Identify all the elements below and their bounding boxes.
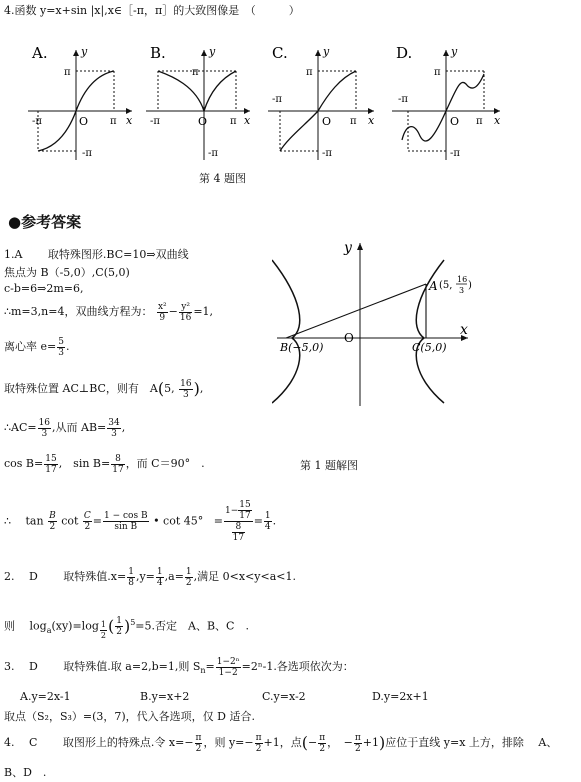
svg-text:y: y — [209, 45, 216, 58]
graph1-segment-ab — [286, 284, 426, 338]
option-d-graph — [392, 44, 501, 160]
a3-option-b: B.y=x+2 — [140, 690, 190, 703]
svg-text:x: x — [244, 114, 251, 127]
a1-line-9: ∴ tan $\frac{B}{2}$ cot $\frac{C}{2}$ = $\frac{\text{1 − cos B}}{\text{sin B}}$ • cot 45° = 1− $\frac{15}{17}$ $\frac{8}{17}$ = $\frac{1}{4}$ . — [4, 500, 277, 543]
graph1-label-c: C(5,0) — [412, 341, 447, 354]
option-d-label: D. — [396, 44, 413, 62]
a1-hyperbola-graph — [272, 238, 472, 408]
svg-text:16: 16 — [457, 275, 468, 284]
a2-line-1: 2. D 取特殊值.x= $\frac{1}{8}$ ,y= $\frac{1}{4}$ ,a= $\frac{1}{2}$ ,满足 0<x<y<a<1. — [4, 566, 296, 588]
svg-text:(5,: (5, — [439, 280, 453, 291]
a1-line-3: c-b=6⇒2m=6, — [4, 282, 84, 295]
a1-line-4: ∴m=3,n=4，双曲线方程为： $\frac{\text{x²}}{9}$ − $\frac{\text{y²}}{16}$ =1, — [4, 301, 214, 323]
svg-text:-π: -π — [272, 94, 282, 105]
option-a-negpi-y: -π — [82, 148, 92, 159]
option-a-pi-x: π — [110, 116, 117, 127]
a1-line-1: 1.A 取特殊图形.BC=10⇒双曲线 — [4, 248, 189, 261]
svg-text:): ) — [468, 280, 472, 291]
svg-text:-π: -π — [398, 94, 408, 105]
option-b-label: B. — [150, 44, 166, 62]
option-c-graph — [268, 44, 375, 160]
a3-option-a: A.y=2x-1 — [20, 690, 71, 703]
a3-option-d: D.y=2x+1 — [372, 690, 429, 703]
a1-line-8: cos B= $\frac{15}{17}$ , sin B= $\frac{8}{17}$ ，而 C＝90° . — [4, 453, 205, 475]
svg-text:π: π — [306, 67, 313, 78]
option-d-curve — [402, 74, 484, 141]
svg-text:3: 3 — [459, 286, 465, 295]
option-a-negpi-x: -π — [32, 116, 42, 127]
option-a-y-arrow — [73, 50, 79, 56]
svg-text:π: π — [350, 116, 357, 127]
a3-option-c: C.y=x-2 — [262, 690, 306, 703]
option-a-label: A. — [32, 44, 48, 62]
a3-line-1: 3. D 取特殊值.取 a=2,b=1,则 $S_n=$ $\frac{\text{1−2ⁿ}}{1-2}$ =2ⁿ-1.各选项依次为： — [4, 656, 354, 678]
a1-line-5: 离心率 e= $\frac{5}{3}$ . — [4, 336, 70, 358]
graph1-label-b: B(−5,0) — [280, 341, 324, 354]
svg-text:O: O — [322, 115, 332, 128]
option-a-x-label: x — [126, 114, 133, 127]
graph1-x-label: x — [460, 322, 468, 338]
svg-text:-π: -π — [150, 116, 160, 127]
svg-text:O: O — [198, 115, 208, 128]
graph1-label-a: A — [429, 279, 438, 293]
svg-text:π: π — [192, 67, 199, 78]
a4-line-2: B、D . — [4, 766, 47, 779]
graph1-y-label: y — [344, 240, 352, 256]
option-a-origin: O — [79, 115, 89, 128]
svg-text:x: x — [494, 114, 501, 127]
svg-text:y: y — [323, 45, 330, 58]
svg-text:O: O — [450, 115, 460, 128]
option-a-pi-y: π — [64, 67, 71, 78]
question-4-stem: 4.函数 y=x+sin |x|,x∈［-π，π］的大致图像是 （ ） — [4, 4, 300, 17]
q4-option-graphs — [0, 38, 581, 168]
option-c-label: C. — [272, 44, 288, 62]
a1-figure-caption: 第 1 题解图 — [300, 459, 358, 472]
option-b-graph — [146, 44, 251, 160]
answers-heading: ●参考答案 — [8, 213, 82, 231]
a2-line-2: 则 $\log_a(xy)=\log$ $_{\frac{1}{2}}$ ( $\frac{1}{2}$ )$^5$=5.否定 A、B、C . — [4, 616, 249, 640]
svg-text:-π: -π — [208, 148, 218, 159]
a4-line-1: 4. C 取图形上的特殊点.令 x=− $\frac{\pi}{2}$ ，则 y=− $\frac{\pi}{2}$ +1，点(− $\frac{\pi}{2}$ ， − $\frac{\pi}{2}$ +1)应位于直线 y=x 上方，排除 A、 — [4, 732, 558, 754]
a1-line-7: ∴AC= $\frac{16}{3}$ ,从而 AB= $\frac{34}{3}$ , — [4, 417, 126, 439]
svg-text:π: π — [476, 116, 483, 127]
svg-text:π: π — [230, 116, 237, 127]
svg-text:π: π — [434, 67, 441, 78]
svg-text:y: y — [451, 45, 458, 58]
svg-text:x: x — [368, 114, 375, 127]
option-a-graph — [28, 44, 133, 160]
graph1-origin: O — [344, 331, 354, 345]
q4-figure-caption: 第 4 题图 — [199, 172, 246, 185]
option-a-y-label: y — [81, 45, 88, 58]
a1-line-2: 焦点为 B（-5,0）,C(5,0) — [4, 266, 130, 279]
svg-text:-π: -π — [322, 148, 332, 159]
a3-line-3: 取点（S₂，S₃）=(3，7)，代入各选项，仅 D 适合. — [4, 710, 255, 723]
graph1-left-branch — [272, 260, 300, 403]
svg-text:-π: -π — [450, 148, 460, 159]
a1-line-6: 取特殊位置 AC⊥BC，则有 A(5, $\frac{16}{3}$ ), — [4, 378, 204, 400]
